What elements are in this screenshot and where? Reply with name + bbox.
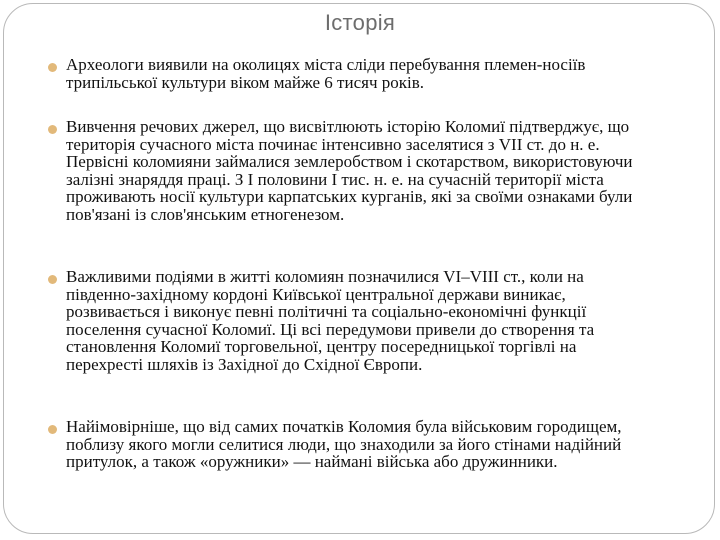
slide-title: Історія: [324, 10, 396, 35]
bullet-text: Вивчення речових джерел, що висвітлюють історію Коломиї підтверджує, що територія сучасного міста починає інтенсивно заселятися з VII ст. до н. е. Первісні коломияни займалися землеробством і скотарством, використовуючи залізні знаряддя праці. З I половини I тис. н. е. на сучасній території міста проживають носії культури карпатських курганів, які за своїми ознаками були пов'язані із слов'янським етногенезом.: [66, 117, 633, 224]
bullet-dot-icon: [48, 275, 57, 284]
bullet-dot-icon: [48, 63, 57, 72]
bullet-text: Археологи виявили на околицях міста сліди перебування племен-носіїв трипільської культури віком майже 6 тисяч років.: [66, 55, 586, 92]
bullet-text: Важливими подіями в житті коломиян позначилися VI–VIII ст., коли на південно-західному кордоні Київської центральної держави виникає, розвивається і виконує певні політичні та соціально-економічні функції поселення сучасної Коломиї. Ці всі передумови привели до створення та становлення Коломиї торговельної, центру посередницької торгівлі на перехресті шляхів із Західної до Східної Європи.: [66, 267, 595, 374]
bullet-dot-icon: [48, 125, 57, 134]
bullet-item: [48, 118, 648, 223]
bullet-item: [48, 418, 648, 471]
bullet-dot-icon: [48, 425, 57, 434]
bullet-text: Найімовірніше, що від самих початків Коломия була військовим городищем, поблизу якого могли селитися люди, що знаходили за його стінами надійний притулок, а також «оружники» — наймані війська або дружинники.: [66, 417, 622, 471]
bullet-item: [48, 268, 648, 373]
bullet-item: [48, 56, 648, 91]
